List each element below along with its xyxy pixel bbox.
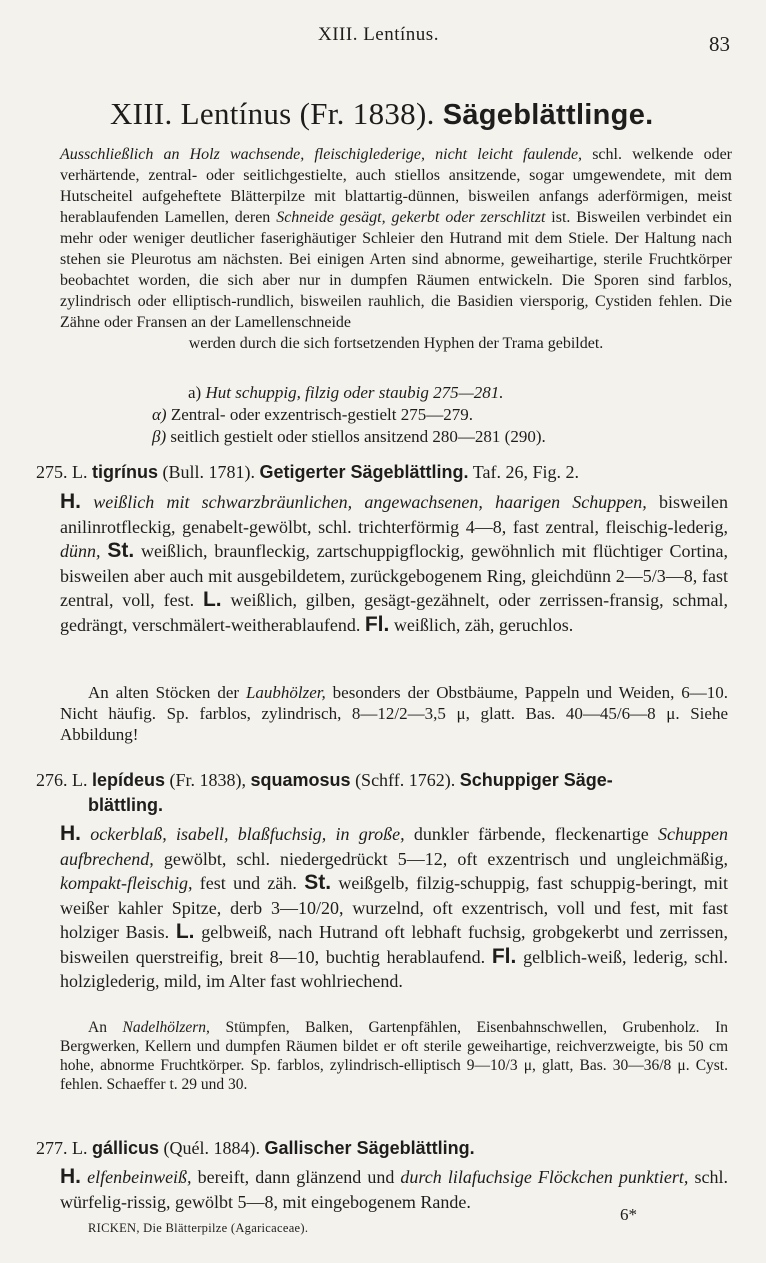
habitat-text: besonders der Obstbäume, Pappeln und Weiden, 6—10. Nicht häufig. Sp. farblos, zylindrisch, 8—12/2—3,5 μ, glatt. Bas. 40—45/6—8 μ. Siehe Abbildung! bbox=[60, 683, 728, 744]
desc-hut-italic: ockerblaß, isabell, blaßfuchsig, in große, bbox=[90, 824, 405, 844]
key-a bbox=[188, 382, 503, 403]
desc-hut-italic: elfenbeinweiß, bbox=[87, 1167, 192, 1187]
species-description-275 bbox=[60, 490, 728, 637]
intro-last-line: werden durch die sich fortsetzenden Hyphen der Trama gebildet. bbox=[188, 335, 604, 352]
desc-hut-text-3: fest und zäh. bbox=[192, 873, 305, 893]
species-heading-277 bbox=[36, 1136, 730, 1161]
species-description-276 bbox=[60, 822, 728, 994]
species-german-name-2: blättling. bbox=[88, 795, 163, 815]
species-number: 276. bbox=[36, 770, 68, 790]
desc-lamellen-text: weißlich, gilben, gesägt-gezähnelt, oder zerrissen-fransig, schmal, gedrängt, verschmälert-weitherablaufend. bbox=[60, 590, 728, 635]
habitat-italic: Laubhölzer, bbox=[245, 683, 326, 702]
desc-fleisch-text: gelblich-weiß, lederig, schl. holziglederig, mild, im Alter fast wohlriechend. bbox=[60, 946, 728, 991]
species-synonym-authority: (Schff. 1762). bbox=[355, 770, 456, 790]
desc-lamellen-label: L. bbox=[202, 588, 222, 611]
species-heading-276 bbox=[36, 768, 730, 818]
key-alpha-label: α) bbox=[152, 405, 167, 424]
species-authority: (Fr. 1838), bbox=[169, 770, 247, 790]
species-authority: (Quél. 1884). bbox=[163, 1138, 261, 1158]
species-authority: (Bull. 1781). bbox=[162, 462, 255, 482]
genus-intro bbox=[60, 144, 732, 354]
species-heading-275 bbox=[36, 460, 730, 485]
desc-hut-italic-2: dünn, bbox=[60, 541, 101, 561]
intro-text-2: ist. Bisweilen verbindet ein mehr oder weniger deutlicher faserighäutiger Schleier den Hutrand mit dem Stiele. Der Haltung nach stehen sie Pleurotus am nächsten. Bei einigen Arten sind abnorme, geweihartige, sterile Fruchtkörper beobachtet worden, die sich aber nur in dumpfen Räumen entwickeln. Die Sporen sind farblos, zylindrisch oder elliptisch-rundlich, bisweilen rauhlich, die Basidien viersporig, Cystiden fehlen. Die Zähne oder Fransen an der Lamellenschneide bbox=[60, 209, 733, 331]
species-number: 277. bbox=[36, 1138, 68, 1158]
species-german-name: Gallischer Sägeblättling. bbox=[264, 1138, 475, 1158]
species-genus: L. bbox=[72, 462, 88, 482]
habitat-text: Stümpfen, Balken, Gartenpfählen, Eisenbahnschwellen, Grubenholz. In Bergwerken, Kellern und dumpfen Räumen bildet er oft sterile geweihartige, reichverzweigte, bis 50 cm hohe, abnorme Fruchtkörper. Sp. farblos, zylindrisch-elliptisch 9—10/3 μ, glatt, Bas. 30—36/8 μ. Cyst. fehlen. Schaeffer t. 29 und 30. bbox=[60, 1019, 729, 1093]
desc-stiel-text: weißgelb, filzig-schuppig, fast schuppig-beringt, mit weißer kahler Spitze, derb 3—10/20, wurzelnd, oft exzentrisch, voll und fest, mit fast holziger Basis. bbox=[60, 873, 729, 942]
intro-text: schl. welkende oder verhärtende, zentral- oder seitlichgestielte, auch stiellos ansitzende, sogar umgewendete, mit dem Hutscheitel aufgeheftete Blätterpilze mit blattartig-dünnen, bisweilen anfangs aderförmigen, meist herablaufenden Lamellen, deren bbox=[60, 146, 732, 226]
species-number: 275. bbox=[36, 462, 68, 482]
footer-author: RICKEN, Die Blätterpilze (Agaricaceae). bbox=[88, 1221, 309, 1235]
desc-hut-label: H. bbox=[60, 822, 81, 845]
species-epithet: tigrínus bbox=[92, 462, 158, 482]
species-german-name: Schuppiger Säge- bbox=[459, 770, 613, 790]
species-plate: Taf. 26, Fig. 2. bbox=[472, 462, 579, 482]
key-alpha-text: Zentral- oder exzentrisch-gestielt 275—279. bbox=[170, 405, 473, 424]
key-a-label: a) bbox=[188, 383, 202, 402]
species-german-name: Getigerter Sägeblättling. bbox=[259, 462, 469, 482]
chapter-title-german: Sägeblättlinge. bbox=[442, 99, 654, 131]
key-beta-label: β) bbox=[152, 427, 167, 446]
desc-hut-text-2: schl. würfelig-rissig, gewölbt 5—8, mit eingebogenem Rande. bbox=[60, 1167, 728, 1212]
species-synonym: squamosus bbox=[250, 770, 351, 790]
desc-fleisch-label: Fl. bbox=[364, 612, 390, 636]
key-beta-text: seitlich gestielt oder stiellos ansitzend 280—281 (290). bbox=[170, 427, 546, 446]
desc-stiel-label: St. bbox=[304, 871, 332, 894]
running-head bbox=[0, 24, 766, 54]
desc-fleisch-label: Fl. bbox=[491, 944, 517, 968]
habitat-pre: An alten Stöcken der bbox=[88, 683, 246, 702]
key-beta bbox=[152, 426, 546, 447]
desc-hut-italic-3: kompakt-fleischig, bbox=[60, 873, 193, 893]
desc-hut-text: bereift, dann glänzend und bbox=[191, 1167, 401, 1187]
desc-hut-label: H. bbox=[60, 1165, 81, 1188]
desc-hut-italic-2: Schuppen aufbrechend, bbox=[60, 824, 729, 869]
species-habitat-276 bbox=[60, 1018, 728, 1094]
desc-hut-label: H. bbox=[60, 490, 81, 513]
desc-lamellen-label: L. bbox=[175, 920, 195, 943]
habitat-pre: An bbox=[88, 1019, 123, 1036]
chapter-title-latin: XIII. Lentínus (Fr. 1838). bbox=[110, 96, 435, 131]
intro-italic-2: Schneide gesägt, gekerbt oder zerschlitzt bbox=[276, 209, 546, 226]
key-a-text: Hut schuppig, filzig oder staubig 275—281. bbox=[205, 383, 504, 402]
species-habitat-275 bbox=[60, 682, 728, 745]
intro-italic: Ausschließlich an Holz wachsende, fleischiglederige, nicht leicht faulende, bbox=[60, 146, 583, 163]
page-number: 83 bbox=[709, 32, 730, 56]
chapter-title bbox=[110, 96, 653, 132]
key-alpha bbox=[152, 404, 473, 425]
desc-lamellen-text: gelbweiß, nach Hutrand oft lebhaft fuchsig, grobgekerbt und zerrissen, bisweilen querstreifig, breit 8—10, buchtig herablaufend. bbox=[60, 922, 729, 967]
desc-hut-text: bisweilen anilinrotfleckig, genabelt-gewölbt, schl. trichterförmig 4—8, fast zentral, fleischig-lederig, bbox=[60, 492, 728, 537]
desc-hut-text-2: gewölbt, schl. niedergedrückt 5—12, oft exzentrisch und ungleichmäßig, bbox=[153, 848, 728, 869]
species-genus: L. bbox=[72, 1138, 88, 1158]
desc-hut-text: dunkler färbende, fleckenartige bbox=[404, 824, 659, 844]
desc-stiel-label: St. bbox=[107, 539, 135, 562]
desc-hut-italic: weißlich mit schwarzbräunlichen, angewachsenen, haarigen Schuppen, bbox=[93, 492, 647, 512]
habitat-italic: Nadelhölzern, bbox=[122, 1019, 210, 1036]
species-epithet: lepídeus bbox=[92, 770, 166, 790]
desc-stiel-text: weißlich, braunfleckig, zartschuppigflockig, gewöhnlich mit flüchtiger Cortina, bisweilen aber auch mit ausgebildetem, zurückgebogenem Ring, gleichdünn 2—5/3—8, fast zentral, voll, fest. bbox=[60, 541, 728, 610]
running-head-title: XIII. Lentínus. bbox=[318, 24, 439, 45]
desc-hut-italic-2: durch lilafuchsige Flöckchen punktiert, bbox=[400, 1167, 689, 1187]
species-epithet: gállicus bbox=[92, 1138, 160, 1158]
signature-mark: 6* bbox=[620, 1205, 637, 1224]
desc-fleisch-text: weißlich, zäh, geruchlos. bbox=[389, 614, 574, 635]
species-genus: L. bbox=[72, 770, 88, 790]
